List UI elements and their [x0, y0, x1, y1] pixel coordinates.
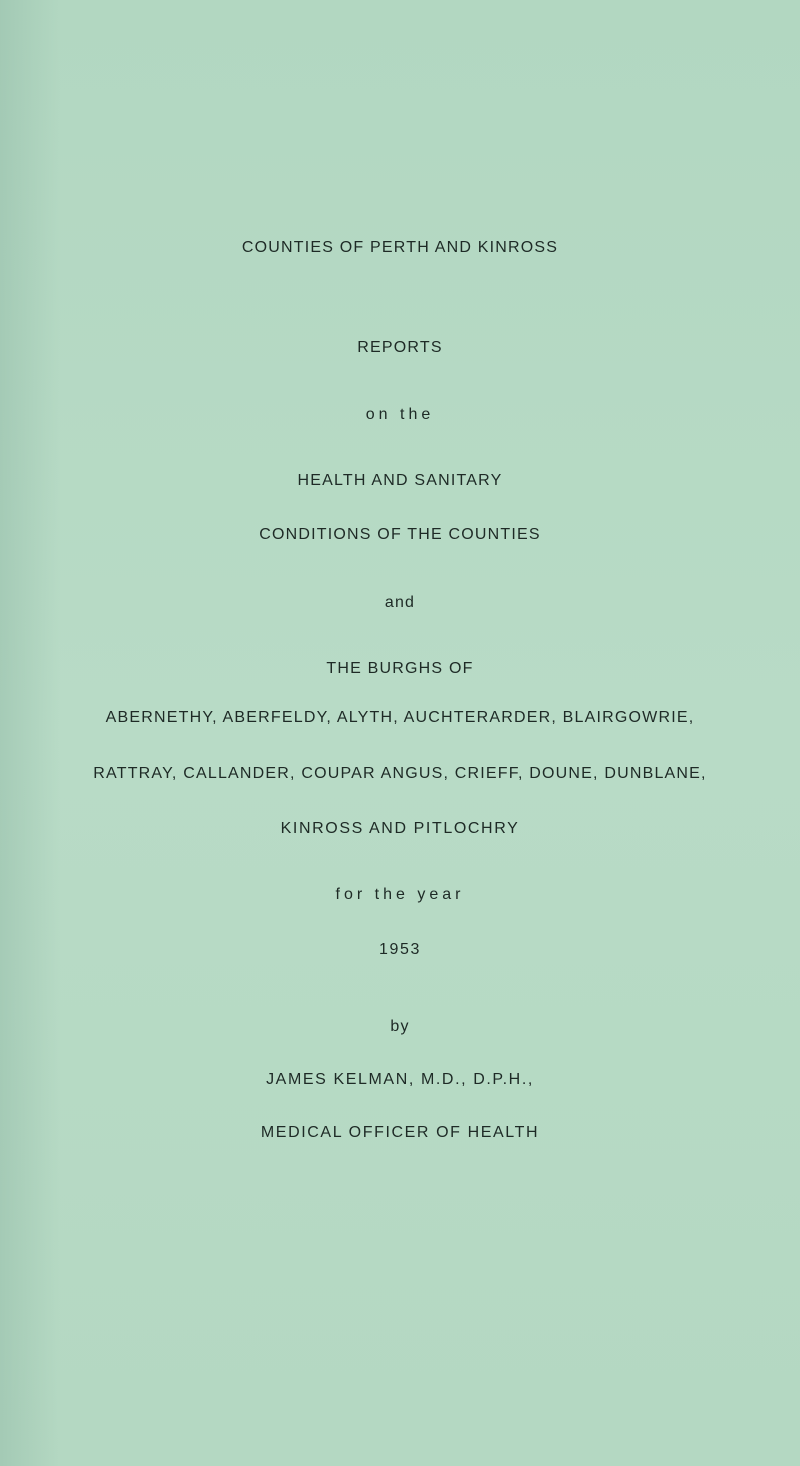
burghs-list-line-2: RATTRAY, CALLANDER, COUPAR ANGUS, CRIEFF, DOUNE, DUNBLANE,: [93, 765, 707, 782]
and-text: and: [384, 594, 416, 611]
burghs-list-line-1: ABERNETHY, ABERFELDY, ALYTH, AUCHTERARDER, BLAIRGOWRIE,: [105, 709, 695, 726]
burghs-list-line-3: KINROSS AND PITLOCHRY: [280, 820, 520, 837]
author-title: MEDICAL OFFICER OF HEALTH: [260, 1124, 540, 1141]
county-heading: COUNTIES OF PERTH AND KINROSS: [241, 239, 559, 256]
for-the-year-text: for the year: [335, 886, 465, 903]
conditions-heading: CONDITIONS OF THE COUNTIES: [259, 526, 541, 543]
reports-heading: REPORTS: [357, 339, 443, 356]
on-the-text: on the: [365, 406, 435, 423]
burghs-of-heading: THE BURGHS OF: [326, 660, 474, 677]
health-sanitary-heading: HEALTH AND SANITARY: [297, 472, 503, 489]
by-text: by: [390, 1018, 410, 1035]
report-year: 1953: [379, 941, 421, 958]
author-name: JAMES KELMAN, M.D., D.P.H.,: [266, 1071, 534, 1088]
